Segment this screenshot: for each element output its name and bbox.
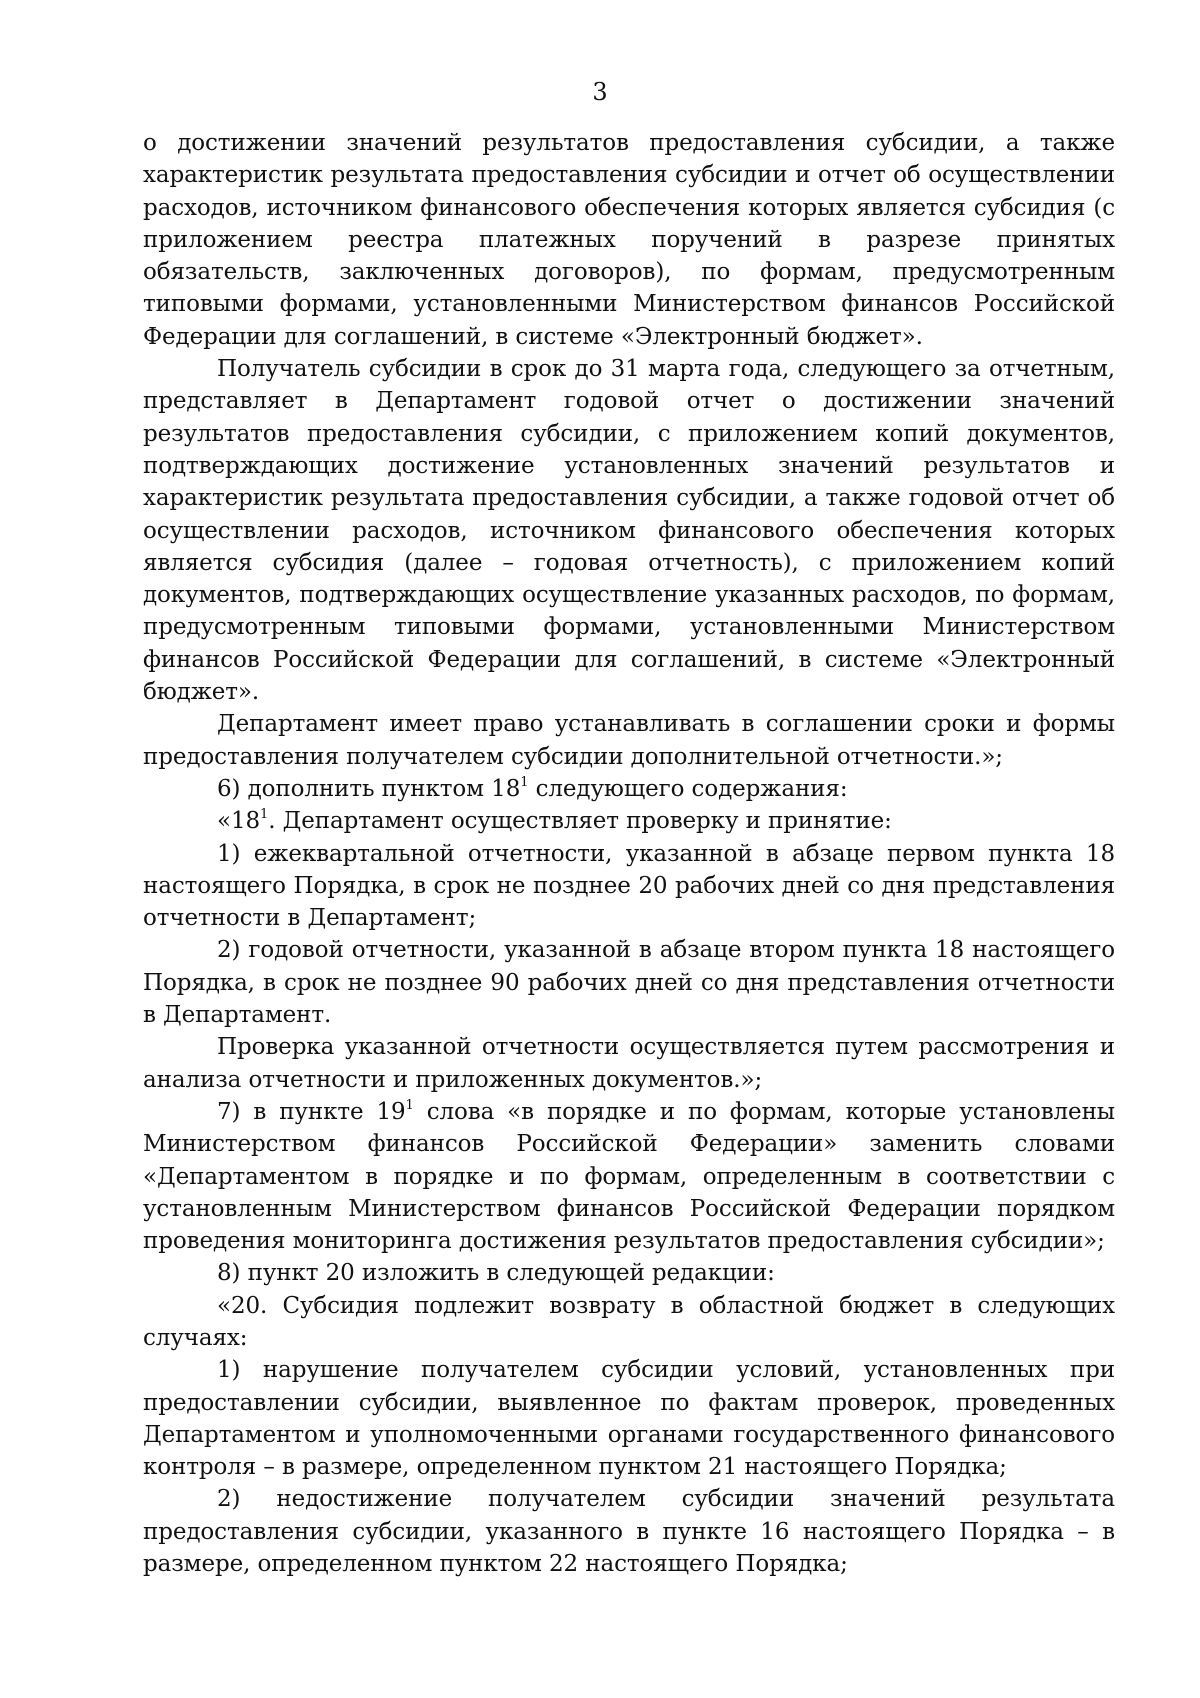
paragraph-1: о достижении значений результатов предоставления субсидии, а также характеристик результата предоставления субсидии и отчет об осуществлении расходов, источником финансового обеспечения которых является субсидия (с приложением реестра платежных поручений в разрезе принятых обязательств, заключенных договоров), по формам, предусмотренным типовыми формами, установленными Министерством финансов Российской Федерации для соглашений, в системе «Электронный бюджет». [143,130,1115,350]
paragraph-9-text-before: 7) в пункте 19 [217,1098,406,1125]
paragraph-9 [143,1096,1115,1257]
paragraph-4 [143,773,1115,805]
paragraph-4-superscript: 1 [520,774,529,790]
paragraph-4-text-after: следующего содержания: [528,775,848,802]
paragraph-11: «20. Субсидия подлежит возврату в областной бюджет в следующих случаях: [143,1292,1115,1351]
paragraph-5-superscript: 1 [260,807,269,823]
page-number: 3 [592,78,608,106]
paragraph-2: Получатель субсидии в срок до 31 марта года, следующего за отчетным, представляет в Департамент годовой отчет о достижении значений результатов предоставления субсидии, с приложением копий документов, подтверждающих достижение установленных значений результатов и характеристик результата предоставления субсидии, а также годовой отчет об осуществлении расходов, источником финансового обеспечения которых является субсидия (далее – годовая отчетность), с приложением копий документов, подтверждающих осуществление указанных расходов, по формам, предусмотренным типовыми формами, установленными Министерством финансов Российской Федерации для соглашений, в системе «Электронный бюджет». [143,356,1115,706]
paragraph-12: 1) нарушение получателем субсидии условий, установленных при предоставлении субсидии, выявленное по фактам проверок, проведенных Департаментом и уполномоченными органами государственного финансового контроля – в размере, определенном пунктом 21 настоящего Порядка; [143,1357,1115,1481]
paragraph-9-text-after: слова «в порядке и по формам, которые установлены Министерством финансов Российской Федерации» заменить словами «Департаментом в порядке и по формам, определенным в соответствии с установленным Министерством финансов Российской Федерации порядком проведения мониторинга достижения результатов предоставления субсидии»; [143,1098,1116,1255]
paragraph-4-text-before: 6) дополнить пунктом 18 [217,775,521,802]
paragraph-6: 1) ежеквартальной отчетности, указанной в абзаце первом пункта 18 настоящего Порядка, в срок не позднее 20 рабочих дней со дня представления отчетности в Департамент; [143,840,1115,932]
paragraph-3: Департамент имеет право устанавливать в соглашении сроки и формы предоставления получателем субсидии дополнительной отчетности.»; [143,711,1115,770]
paragraph-5 [143,805,1115,837]
paragraph-8: Проверка указанной отчетности осуществляется путем рассмотрения и анализа отчетности и приложенных документов.»; [143,1034,1115,1093]
paragraph-5-text-before: «18 [217,808,261,835]
paragraph-13: 2) недостижение получателем субсидии значений результата предоставления субсидии, указанного в пункте 16 настоящего Порядка – в размере, определенном пунктом 22 настоящего Порядка; [143,1486,1115,1578]
document-body [143,127,1115,1580]
paragraph-9-superscript: 1 [405,1097,414,1113]
paragraph-7: 2) годовой отчетности, указанной в абзаце втором пункта 18 настоящего Порядка, в срок не позднее 90 рабочих дней со дня представления отчетности в Департамент. [143,937,1115,1029]
paragraph-5-text-after: . Департамент осуществляет проверку и принятие: [268,808,892,835]
paragraph-10: 8) пункт 20 изложить в следующей редакции: [217,1260,775,1287]
